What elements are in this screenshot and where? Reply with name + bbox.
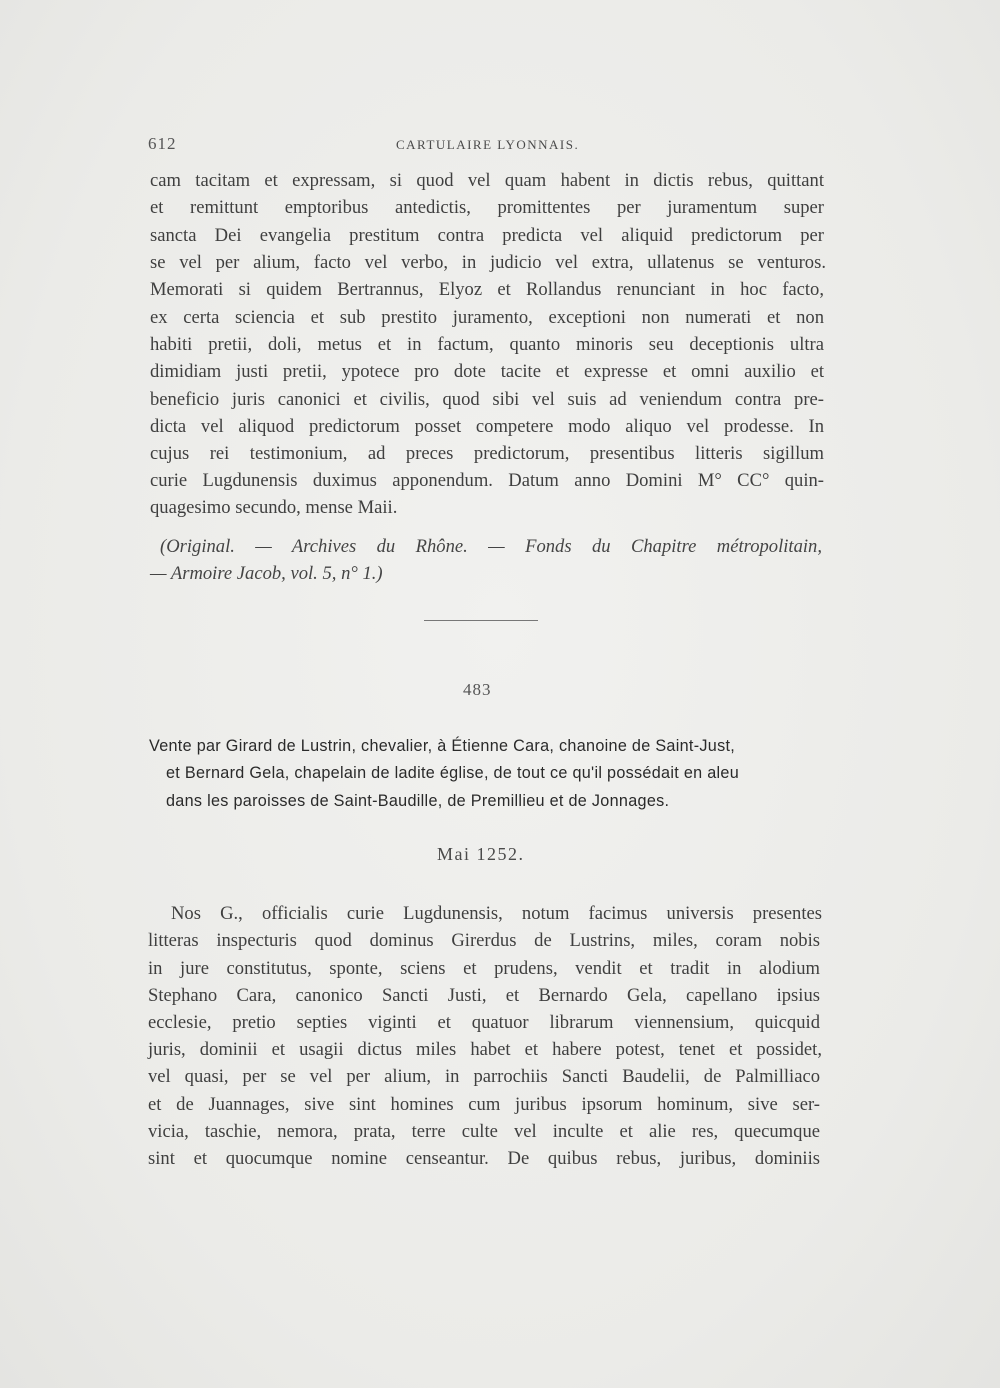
text-line: litteras inspecturis quod dominus Girerdus de Lustrins, miles, coram nobis [148, 930, 820, 951]
text-line: sancta Dei evangelia prestitum contra predicta vel aliquid predictorum per [150, 225, 824, 246]
text-line: vel quasi, per se vel per alium, in parrochiis Sancti Baudelii, de Palmilliaco [148, 1066, 820, 1087]
page-number: 612 [148, 134, 177, 153]
text-line: se vel per alium, facto vel verbo, in judicio vel extra, ullatenus se venturos. [150, 252, 826, 273]
text-line: et de Juannages, sive sint homines cum juribus ipsorum hominum, sive ser- [148, 1094, 820, 1115]
text-line: ecclesie, pretio septies viginti et quatuor librarum viennensium, quicquid [148, 1012, 820, 1033]
document-date: Mai 1252. [437, 844, 525, 864]
text-line: juris, dominii et usagii dictus miles habet et habere potest, tenet et possidet, [148, 1039, 822, 1060]
text-line: beneficio juris canonici et civilis, quod sibi vel suis ad veniendum contra pre- [150, 389, 824, 410]
text-line: cam tacitam et expressam, si quod vel quam habent in dictis rebus, quittant [150, 170, 824, 191]
text-line: ex certa sciencia et sub prestito juramento, exceptioni non numerati et non [150, 307, 824, 328]
summary-line: dans les paroisses de Saint-Baudille, de Premillieu et de Jonnages. [166, 792, 670, 810]
text-line: et remittunt emptoribus antedictis, promittentes per juramentum super [150, 197, 824, 218]
section-divider [424, 620, 538, 621]
page-header [148, 134, 828, 158]
text-line: dicta vel aliquod predictorum posset competere modo aliquo vel prodesse. In [150, 416, 824, 437]
citation-line: (Original. — Archives du Rhône. — Fonds du Chapitre métropolitain, [160, 536, 822, 557]
running-title: CARTULAIRE LYONNAIS. [396, 137, 580, 152]
citation-line: — Armoire Jacob, vol. 5, n° 1.) [150, 563, 383, 584]
text-line: cujus rei testimonium, ad preces predictorum, presentibus litteris sigillum [150, 443, 824, 464]
text-line: Memorati si quidem Bertrannus, Elyoz et Rollandus renunciant in hoc facto, [150, 279, 824, 300]
document-number: 483 [463, 680, 492, 699]
text-line: dimidiam justi pretii, ypotece pro dote tacite et expresse et omni auxilio et [150, 361, 824, 382]
text-line: sint et quocumque nomine censeantur. De quibus rebus, juribus, dominiis [148, 1148, 820, 1169]
summary-line: Vente par Girard de Lustrin, chevalier, à Étienne Cara, chanoine de Saint-Just, [149, 737, 736, 755]
summary-line: et Bernard Gela, chapelain de ladite église, de tout ce qu'il possédait en aleu [166, 764, 740, 782]
text-line: Nos G., officialis curie Lugdunensis, notum facimus universis presentes [171, 903, 822, 924]
text-line: quagesimo secundo, mense Maii. [150, 497, 398, 518]
text-line: habiti pretii, doli, metus et in factum, quanto minoris seu deceptionis ultra [150, 334, 824, 355]
text-line: vicia, taschie, nemora, prata, terre culte vel inculte et alie res, quecumque [148, 1121, 820, 1142]
text-line: curie Lugdunensis duximus apponendum. Datum anno Domini M° CC° quin- [150, 470, 824, 491]
text-line: in jure constitutus, sponte, sciens et prudens, vendit et tradit in alodium [148, 958, 820, 979]
text-line: Stephano Cara, canonico Sancti Justi, et Bernardo Gela, capellano ipsius [148, 985, 820, 1006]
